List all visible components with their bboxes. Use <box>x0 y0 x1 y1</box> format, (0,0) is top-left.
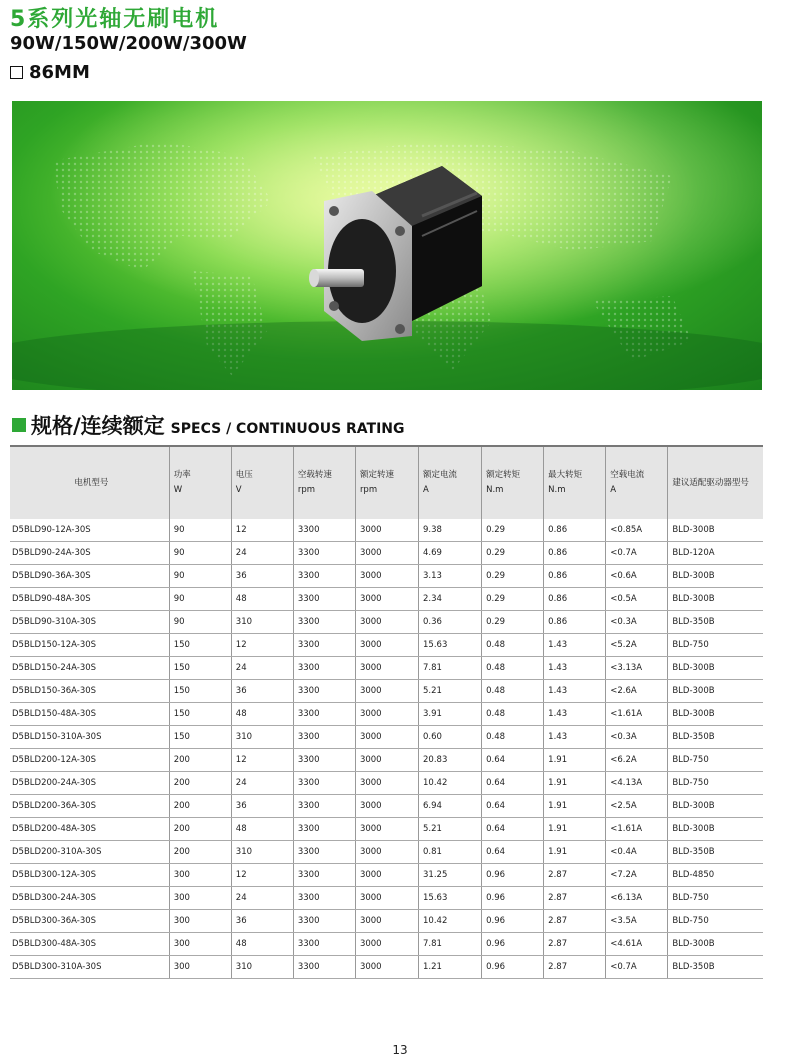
column-header-unit: W <box>173 485 183 495</box>
table-cell: 2.34 <box>419 588 482 611</box>
table-cell: BLD-300B <box>668 657 763 680</box>
table-cell: 0.64 <box>482 749 544 772</box>
table-row <box>10 910 763 933</box>
table-cell: 3300 <box>293 588 355 611</box>
table-cell: D5BLD150-48A-30S <box>10 703 169 726</box>
table-cell: 3300 <box>293 542 355 565</box>
table-cell: 48 <box>231 818 293 841</box>
table-cell: D5BLD200-48A-30S <box>10 818 169 841</box>
table-cell: 310 <box>231 726 293 749</box>
table-cell: 90 <box>169 519 231 542</box>
column-header <box>293 446 355 519</box>
table-cell: 0.48 <box>482 726 544 749</box>
table-cell: 90 <box>169 565 231 588</box>
table-cell: 10.42 <box>419 772 482 795</box>
table-cell: 3300 <box>293 680 355 703</box>
section-title-en: SPECS / CONTINUOUS RATING <box>170 421 405 437</box>
specs-table <box>10 445 763 979</box>
table-cell: <0.5A <box>606 588 668 611</box>
column-header-label: 建议适配驱动器型号 <box>672 477 749 488</box>
table-row <box>10 657 763 680</box>
column-header-label: 额定转矩 <box>486 470 521 480</box>
table-cell: 300 <box>169 910 231 933</box>
square-icon <box>10 66 23 79</box>
table-cell: D5BLD200-310A-30S <box>10 841 169 864</box>
table-cell: 310 <box>231 611 293 634</box>
table-cell: 200 <box>169 749 231 772</box>
table-cell: 48 <box>231 703 293 726</box>
table-row <box>10 887 763 910</box>
table-cell: 24 <box>231 887 293 910</box>
table-cell: D5BLD90-36A-30S <box>10 565 169 588</box>
table-cell: BLD-750 <box>668 634 763 657</box>
table-cell: 3300 <box>293 726 355 749</box>
table-cell: 12 <box>231 864 293 887</box>
table-cell: BLD-350B <box>668 726 763 749</box>
table-cell: 3300 <box>293 910 355 933</box>
table-cell: D5BLD90-12A-30S <box>10 519 169 542</box>
table-cell: 150 <box>169 634 231 657</box>
product-banner <box>12 101 762 390</box>
table-row <box>10 565 763 588</box>
table-cell: 12 <box>231 519 293 542</box>
table-cell: BLD-750 <box>668 887 763 910</box>
table-cell: BLD-300B <box>668 519 763 542</box>
frame-size-label: 86MM <box>29 62 90 83</box>
table-cell: <0.3A <box>606 611 668 634</box>
table-row <box>10 703 763 726</box>
table-cell: BLD-350B <box>668 956 763 979</box>
table-row <box>10 588 763 611</box>
table-cell: 3300 <box>293 634 355 657</box>
table-row <box>10 680 763 703</box>
table-cell: 3000 <box>355 519 418 542</box>
table-cell: 48 <box>231 588 293 611</box>
table-cell: 3000 <box>355 680 418 703</box>
table-cell: 12 <box>231 634 293 657</box>
table-row <box>10 749 763 772</box>
table-row <box>10 726 763 749</box>
table-cell: 0.96 <box>482 956 544 979</box>
table-cell: 2.87 <box>544 933 606 956</box>
table-cell: 7.81 <box>419 933 482 956</box>
table-cell: <2.5A <box>606 795 668 818</box>
table-cell: 0.81 <box>419 841 482 864</box>
table-cell: 1.91 <box>544 818 606 841</box>
table-cell: 0.86 <box>544 588 606 611</box>
table-cell: 6.94 <box>419 795 482 818</box>
table-cell: BLD-300B <box>668 818 763 841</box>
table-cell: 0.48 <box>482 680 544 703</box>
table-cell: 90 <box>169 542 231 565</box>
table-cell: 2.87 <box>544 887 606 910</box>
table-cell: 3300 <box>293 772 355 795</box>
page-number: 13 <box>392 1043 408 1057</box>
column-header <box>10 446 169 519</box>
table-cell: 3000 <box>355 841 418 864</box>
table-cell: D5BLD300-310A-30S <box>10 956 169 979</box>
table-cell: 310 <box>231 956 293 979</box>
table-cell: <0.3A <box>606 726 668 749</box>
table-cell: D5BLD150-310A-30S <box>10 726 169 749</box>
table-cell: 300 <box>169 933 231 956</box>
table-cell: BLD-750 <box>668 772 763 795</box>
table-cell: 3300 <box>293 703 355 726</box>
table-cell: 3000 <box>355 956 418 979</box>
column-header-unit: A <box>610 485 617 495</box>
table-cell: 3.13 <box>419 565 482 588</box>
column-header-unit: N.m <box>486 485 504 495</box>
table-row <box>10 841 763 864</box>
table-cell: 24 <box>231 542 293 565</box>
table-cell: 0.29 <box>482 611 544 634</box>
table-cell: 1.43 <box>544 634 606 657</box>
table-cell: 3300 <box>293 864 355 887</box>
table-row <box>10 956 763 979</box>
column-header-label: 空载电流 <box>610 470 645 480</box>
table-cell: <4.61A <box>606 933 668 956</box>
table-cell: 1.43 <box>544 680 606 703</box>
table-cell: D5BLD90-24A-30S <box>10 542 169 565</box>
table-row <box>10 864 763 887</box>
table-cell: 0.64 <box>482 818 544 841</box>
table-cell: 0.60 <box>419 726 482 749</box>
table-cell: 3000 <box>355 933 418 956</box>
table-cell: 20.83 <box>419 749 482 772</box>
table-cell: 0.48 <box>482 657 544 680</box>
table-cell: 3000 <box>355 703 418 726</box>
table-cell: BLD-300B <box>668 933 763 956</box>
table-cell: <5.2A <box>606 634 668 657</box>
table-cell: <7.2A <box>606 864 668 887</box>
table-cell: 0.86 <box>544 542 606 565</box>
column-header-unit: N.m <box>548 485 566 495</box>
table-cell: 3000 <box>355 726 418 749</box>
table-cell: 9.38 <box>419 519 482 542</box>
column-header <box>231 446 293 519</box>
table-cell: 3000 <box>355 818 418 841</box>
table-cell: 3000 <box>355 864 418 887</box>
table-cell: 4.69 <box>419 542 482 565</box>
table-cell: 0.29 <box>482 542 544 565</box>
table-cell: 1.21 <box>419 956 482 979</box>
table-cell: 3000 <box>355 749 418 772</box>
table-cell: 0.96 <box>482 933 544 956</box>
table-cell: 0.48 <box>482 634 544 657</box>
table-row <box>10 795 763 818</box>
table-row <box>10 818 763 841</box>
table-cell: <6.13A <box>606 887 668 910</box>
table-cell: BLD-750 <box>668 749 763 772</box>
column-header-unit: A <box>423 485 429 495</box>
table-cell: 3300 <box>293 795 355 818</box>
table-cell: 0.86 <box>544 519 606 542</box>
table-cell: 3000 <box>355 588 418 611</box>
table-cell: 24 <box>231 657 293 680</box>
table-cell: 1.91 <box>544 772 606 795</box>
table-cell: 15.63 <box>419 887 482 910</box>
table-cell: BLD-350B <box>668 611 763 634</box>
table-cell: 5.21 <box>419 680 482 703</box>
table-cell: 0.64 <box>482 841 544 864</box>
table-cell: 2.87 <box>544 910 606 933</box>
table-cell: 90 <box>169 611 231 634</box>
table-cell: 150 <box>169 726 231 749</box>
table-cell: 36 <box>231 910 293 933</box>
motor-illustration <box>12 101 762 390</box>
table-cell: 0.86 <box>544 565 606 588</box>
table-cell: 7.81 <box>419 657 482 680</box>
table-cell: D5BLD90-48A-30S <box>10 588 169 611</box>
table-cell: 300 <box>169 956 231 979</box>
table-cell: 2.87 <box>544 864 606 887</box>
table-cell: <1.61A <box>606 703 668 726</box>
table-row <box>10 611 763 634</box>
column-header-label: 空载转速 <box>297 470 332 480</box>
table-cell: 36 <box>231 565 293 588</box>
table-cell: 1.91 <box>544 795 606 818</box>
table-cell: D5BLD300-12A-30S <box>10 864 169 887</box>
table-cell: 5.21 <box>419 818 482 841</box>
table-cell: 1.43 <box>544 703 606 726</box>
table-cell: 3000 <box>355 542 418 565</box>
table-cell: 0.64 <box>482 772 544 795</box>
table-cell: 150 <box>169 657 231 680</box>
table-cell: D5BLD90-310A-30S <box>10 611 169 634</box>
column-header <box>355 446 418 519</box>
column-header-label: 额定转速 <box>359 470 394 480</box>
column-header-unit: V <box>235 485 242 495</box>
table-cell: <1.61A <box>606 818 668 841</box>
table-cell: 1.43 <box>544 657 606 680</box>
table-cell: D5BLD300-48A-30S <box>10 933 169 956</box>
table-cell: 3300 <box>293 933 355 956</box>
table-cell: 3000 <box>355 772 418 795</box>
table-cell: 3300 <box>293 818 355 841</box>
table-cell: 0.96 <box>482 864 544 887</box>
table-cell: 300 <box>169 887 231 910</box>
column-header <box>419 446 482 519</box>
table-cell: 3.91 <box>419 703 482 726</box>
table-cell: 0.29 <box>482 565 544 588</box>
table-body <box>10 519 763 979</box>
table-cell: BLD-350B <box>668 841 763 864</box>
table-cell: 0.86 <box>544 611 606 634</box>
table-cell: 0.64 <box>482 795 544 818</box>
table-cell: 31.25 <box>419 864 482 887</box>
table-row <box>10 772 763 795</box>
column-header <box>668 446 763 519</box>
table-cell: 3300 <box>293 519 355 542</box>
table-cell: 3300 <box>293 657 355 680</box>
column-header-label: 最大转矩 <box>548 470 583 480</box>
table-cell: 0.96 <box>482 887 544 910</box>
table-cell: 15.63 <box>419 634 482 657</box>
section-heading <box>12 410 405 440</box>
table-cell: 150 <box>169 703 231 726</box>
table-cell: 310 <box>231 841 293 864</box>
table-cell: 3000 <box>355 565 418 588</box>
table-cell: 12 <box>231 749 293 772</box>
table-cell: BLD-300B <box>668 588 763 611</box>
table-cell: D5BLD200-24A-30S <box>10 772 169 795</box>
table-cell: 0.29 <box>482 519 544 542</box>
table-cell: 90 <box>169 588 231 611</box>
table-row <box>10 542 763 565</box>
table-cell: D5BLD150-36A-30S <box>10 680 169 703</box>
column-header-label: 额定电流 <box>423 470 458 480</box>
table-cell: BLD-300B <box>668 703 763 726</box>
table-cell: <4.13A <box>606 772 668 795</box>
column-header-label: 功率 <box>173 470 191 480</box>
table-cell: 3300 <box>293 565 355 588</box>
table-cell: 200 <box>169 795 231 818</box>
table-cell: 3000 <box>355 657 418 680</box>
table-cell: 3300 <box>293 956 355 979</box>
column-header <box>544 446 606 519</box>
table-cell: 3300 <box>293 611 355 634</box>
table-cell: 200 <box>169 841 231 864</box>
table-cell: 0.96 <box>482 910 544 933</box>
table-cell: 3300 <box>293 841 355 864</box>
table-cell: D5BLD200-36A-30S <box>10 795 169 818</box>
table-cell: 3000 <box>355 634 418 657</box>
table-cell: 0.29 <box>482 588 544 611</box>
table-cell: 3000 <box>355 795 418 818</box>
column-header-unit: rpm <box>359 485 378 495</box>
table-cell: <0.7A <box>606 542 668 565</box>
table-cell: 3300 <box>293 749 355 772</box>
table-cell: 1.43 <box>544 726 606 749</box>
table-cell: 24 <box>231 772 293 795</box>
table-cell: <0.6A <box>606 565 668 588</box>
column-header-unit: rpm <box>297 485 316 495</box>
table-cell: 0.36 <box>419 611 482 634</box>
table-cell: 0.48 <box>482 703 544 726</box>
table-cell: BLD-750 <box>668 910 763 933</box>
column-header-label: 电压 <box>235 470 253 480</box>
table-row <box>10 519 763 542</box>
table-row <box>10 933 763 956</box>
table-cell: D5BLD150-24A-30S <box>10 657 169 680</box>
table-cell: 2.87 <box>544 956 606 979</box>
table-cell: D5BLD200-12A-30S <box>10 749 169 772</box>
table-header-row <box>10 446 763 519</box>
table-cell: D5BLD300-24A-30S <box>10 887 169 910</box>
table-cell: 300 <box>169 864 231 887</box>
table-cell: D5BLD300-36A-30S <box>10 910 169 933</box>
section-title-cn: 规格/连续额定 <box>31 414 165 438</box>
green-square-icon <box>12 418 26 432</box>
table-cell: 3000 <box>355 887 418 910</box>
table-cell: 1.91 <box>544 749 606 772</box>
table-cell: <0.7A <box>606 956 668 979</box>
column-header <box>482 446 544 519</box>
table-cell: D5BLD150-12A-30S <box>10 634 169 657</box>
table-cell: 200 <box>169 818 231 841</box>
table-cell: 36 <box>231 680 293 703</box>
table-cell: BLD-300B <box>668 680 763 703</box>
table-cell: <3.5A <box>606 910 668 933</box>
table-cell: 3000 <box>355 910 418 933</box>
table-cell: BLD-120A <box>668 542 763 565</box>
table-cell: 3300 <box>293 887 355 910</box>
table-cell: 36 <box>231 795 293 818</box>
table-cell: <0.4A <box>606 841 668 864</box>
table-cell: <0.85A <box>606 519 668 542</box>
table-row <box>10 634 763 657</box>
table-cell: <3.13A <box>606 657 668 680</box>
table-cell: 200 <box>169 772 231 795</box>
page-title: 5系列光轴无刷电机 <box>10 7 220 32</box>
table-cell: 1.91 <box>544 841 606 864</box>
table-cell: 3000 <box>355 611 418 634</box>
table-cell: <2.6A <box>606 680 668 703</box>
column-header-label: 电机型号 <box>74 477 109 488</box>
table-cell: BLD-4850 <box>668 864 763 887</box>
table-cell: BLD-300B <box>668 565 763 588</box>
table-cell: 10.42 <box>419 910 482 933</box>
frame-size <box>10 62 90 83</box>
table-cell: <6.2A <box>606 749 668 772</box>
table-cell: BLD-300B <box>668 795 763 818</box>
power-range: 90W/150W/200W/300W <box>10 33 247 54</box>
table-cell: 48 <box>231 933 293 956</box>
column-header <box>606 446 668 519</box>
table-cell: 150 <box>169 680 231 703</box>
column-header <box>169 446 231 519</box>
